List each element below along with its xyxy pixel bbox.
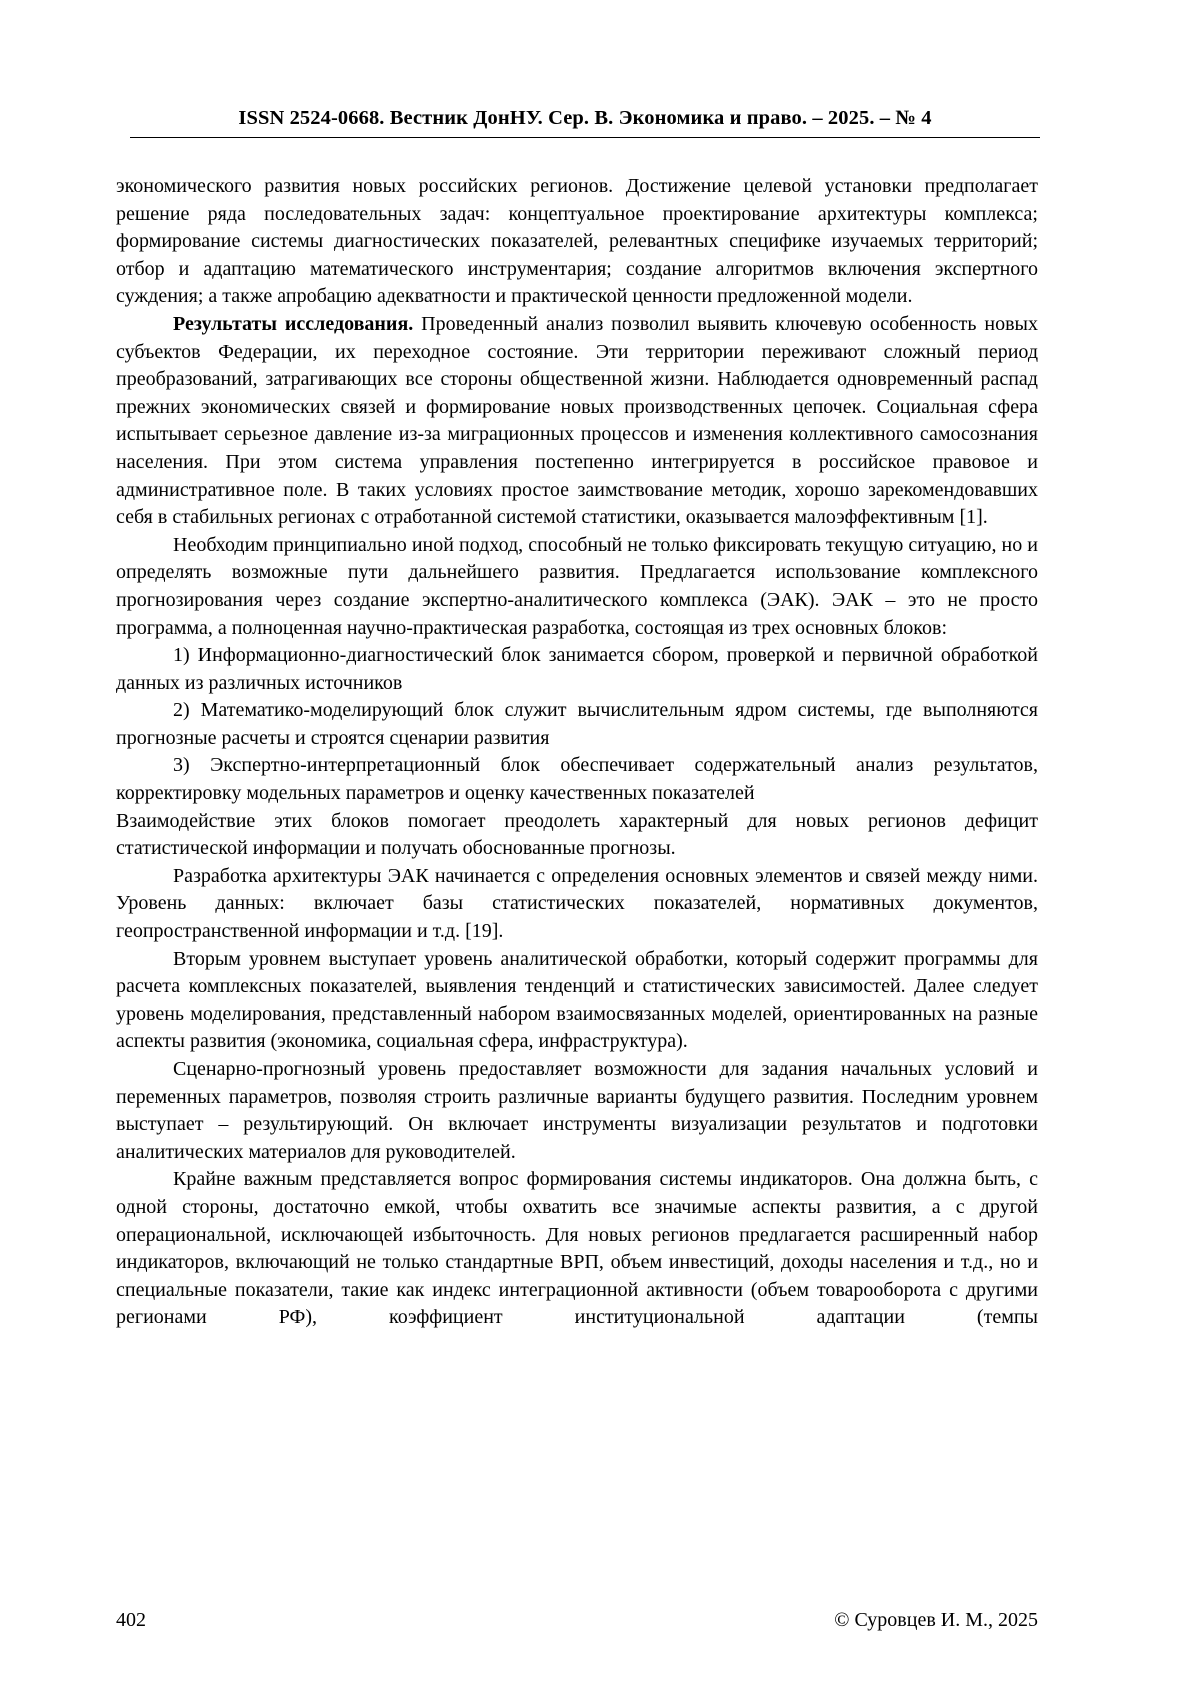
copyright: © Суровцев И. М., 2025 <box>834 1609 1038 1631</box>
paragraph-results <box>116 311 1038 532</box>
article-body <box>116 173 1038 1332</box>
list-item-1: 1) Информационно-диагностический блок занимается сбором, проверкой и первичной обработкой данных из различных источников <box>116 644 1038 694</box>
running-header: ISSN 2524-0668. Вестник ДонНУ. Сер. В. Экономика и право. – 2025. – № 4 <box>238 107 932 129</box>
paragraph-3: Необходим принципиально иной подход, способный не только фиксировать текущую ситуацию, но и определять возможные пути дальнейшего развития. Предлагается использование комплексного прогнозирования через создание экспертно-аналитического комплекса (ЭАК). ЭАК – это не просто программа, а полноценная научно-практическая разработка, состоящая из трех основных блоков: <box>116 533 1038 639</box>
paragraph-1: экономического развития новых российских регионов. Достижение целевой установки предполагает решение ряда последовательных задач: концептуальное проектирование архитектуры комплекса; формирование системы диагностических показателей, релевантных специфике изучаемых территорий; отбор и адаптацию математического инструментария; создание алгоритмов включения экспертного суждения; а также апробацию адекватности и практической ценности предложенной модели. <box>116 175 1038 308</box>
page-number: 402 <box>116 1609 146 1631</box>
paragraph-5: Разработка архитектуры ЭАК начинается с определения основных элементов и связей между ними. Уровень данных: включает базы статистических показателей, нормативных документов, геопространственной информации и т.д. [19]. <box>116 864 1038 943</box>
results-heading: Результаты исследования. <box>173 312 414 335</box>
paragraph-7: Сценарно-прогнозный уровень предоставляет возможности для задания начальных условий и переменных параметров, позволяя строить различные варианты будущего развития. Последним уровнем выступает – результирующий. Он включает инструменты визуализации результатов и подготовки аналитических материалов для руководителей. <box>116 1058 1038 1163</box>
header-rule <box>130 137 1040 138</box>
paragraph-8: Крайне важным представляется вопрос формирования системы индикаторов. Она должна быть, с одной стороны, достаточно емкой, чтобы охватить все значимые аспекты развития, а с другой операциональной, исключающей избыточность. Для новых регионов предлагается расширенный набор индикаторов, включающий не только стандартные ВРП, объем инвестиций, доходы населения и т.д., но и специальные показатели, такие как индекс интеграционной активности (объем товарооборота с другими регионами РФ), коэффициент институциональной адаптации (темпы <box>116 1168 1038 1329</box>
list-item-2: 2) Математико-моделирующий блок служит вычислительным ядром системы, где выполняются прогнозные расчеты и строятся сценарии развития <box>116 699 1038 749</box>
list-item-3: 3) Экспертно-интерпретационный блок обеспечивает содержательный анализ результатов, корректировку модельных параметров и оценку качественных показателей <box>116 754 1038 805</box>
results-text: Проведенный анализ позволил выявить ключевую особенность новых субъектов Федерации, их переходное состояние. Эти территории переживают сложный период преобразований, затрагивающих все стороны общественной жизни. Наблюдается одновременный распад прежних экономических связей и формирование новых производственных цепочек. Социальная сфера испытывает серьезное давление из-за миграционных процессов и изменения коллективного самосознания населения. При этом система управления постепенно интегрируется в российское правовое и административное поле. В таких условиях простое заимствование методик, хорошо зарекомендовавших себя в стабильных регионах с отработанной системой статистики, оказывается малоэффективным [1]. <box>116 312 1038 529</box>
paragraph-4: Взаимодействие этих блоков помогает преодолеть характерный для новых регионов дефицит статистической информации и получать обоснованные прогнозы. <box>116 809 1038 860</box>
paragraph-6: Вторым уровнем выступает уровень аналитической обработки, который содержит программы для расчета комплексных показателей, выявления тенденций и статистических зависимостей. Далее следует уровень моделирования, представленный набором взаимосвязанных моделей, ориентированных на разные аспекты развития (экономика, социальная сфера, инфраструктура). <box>116 947 1038 1053</box>
